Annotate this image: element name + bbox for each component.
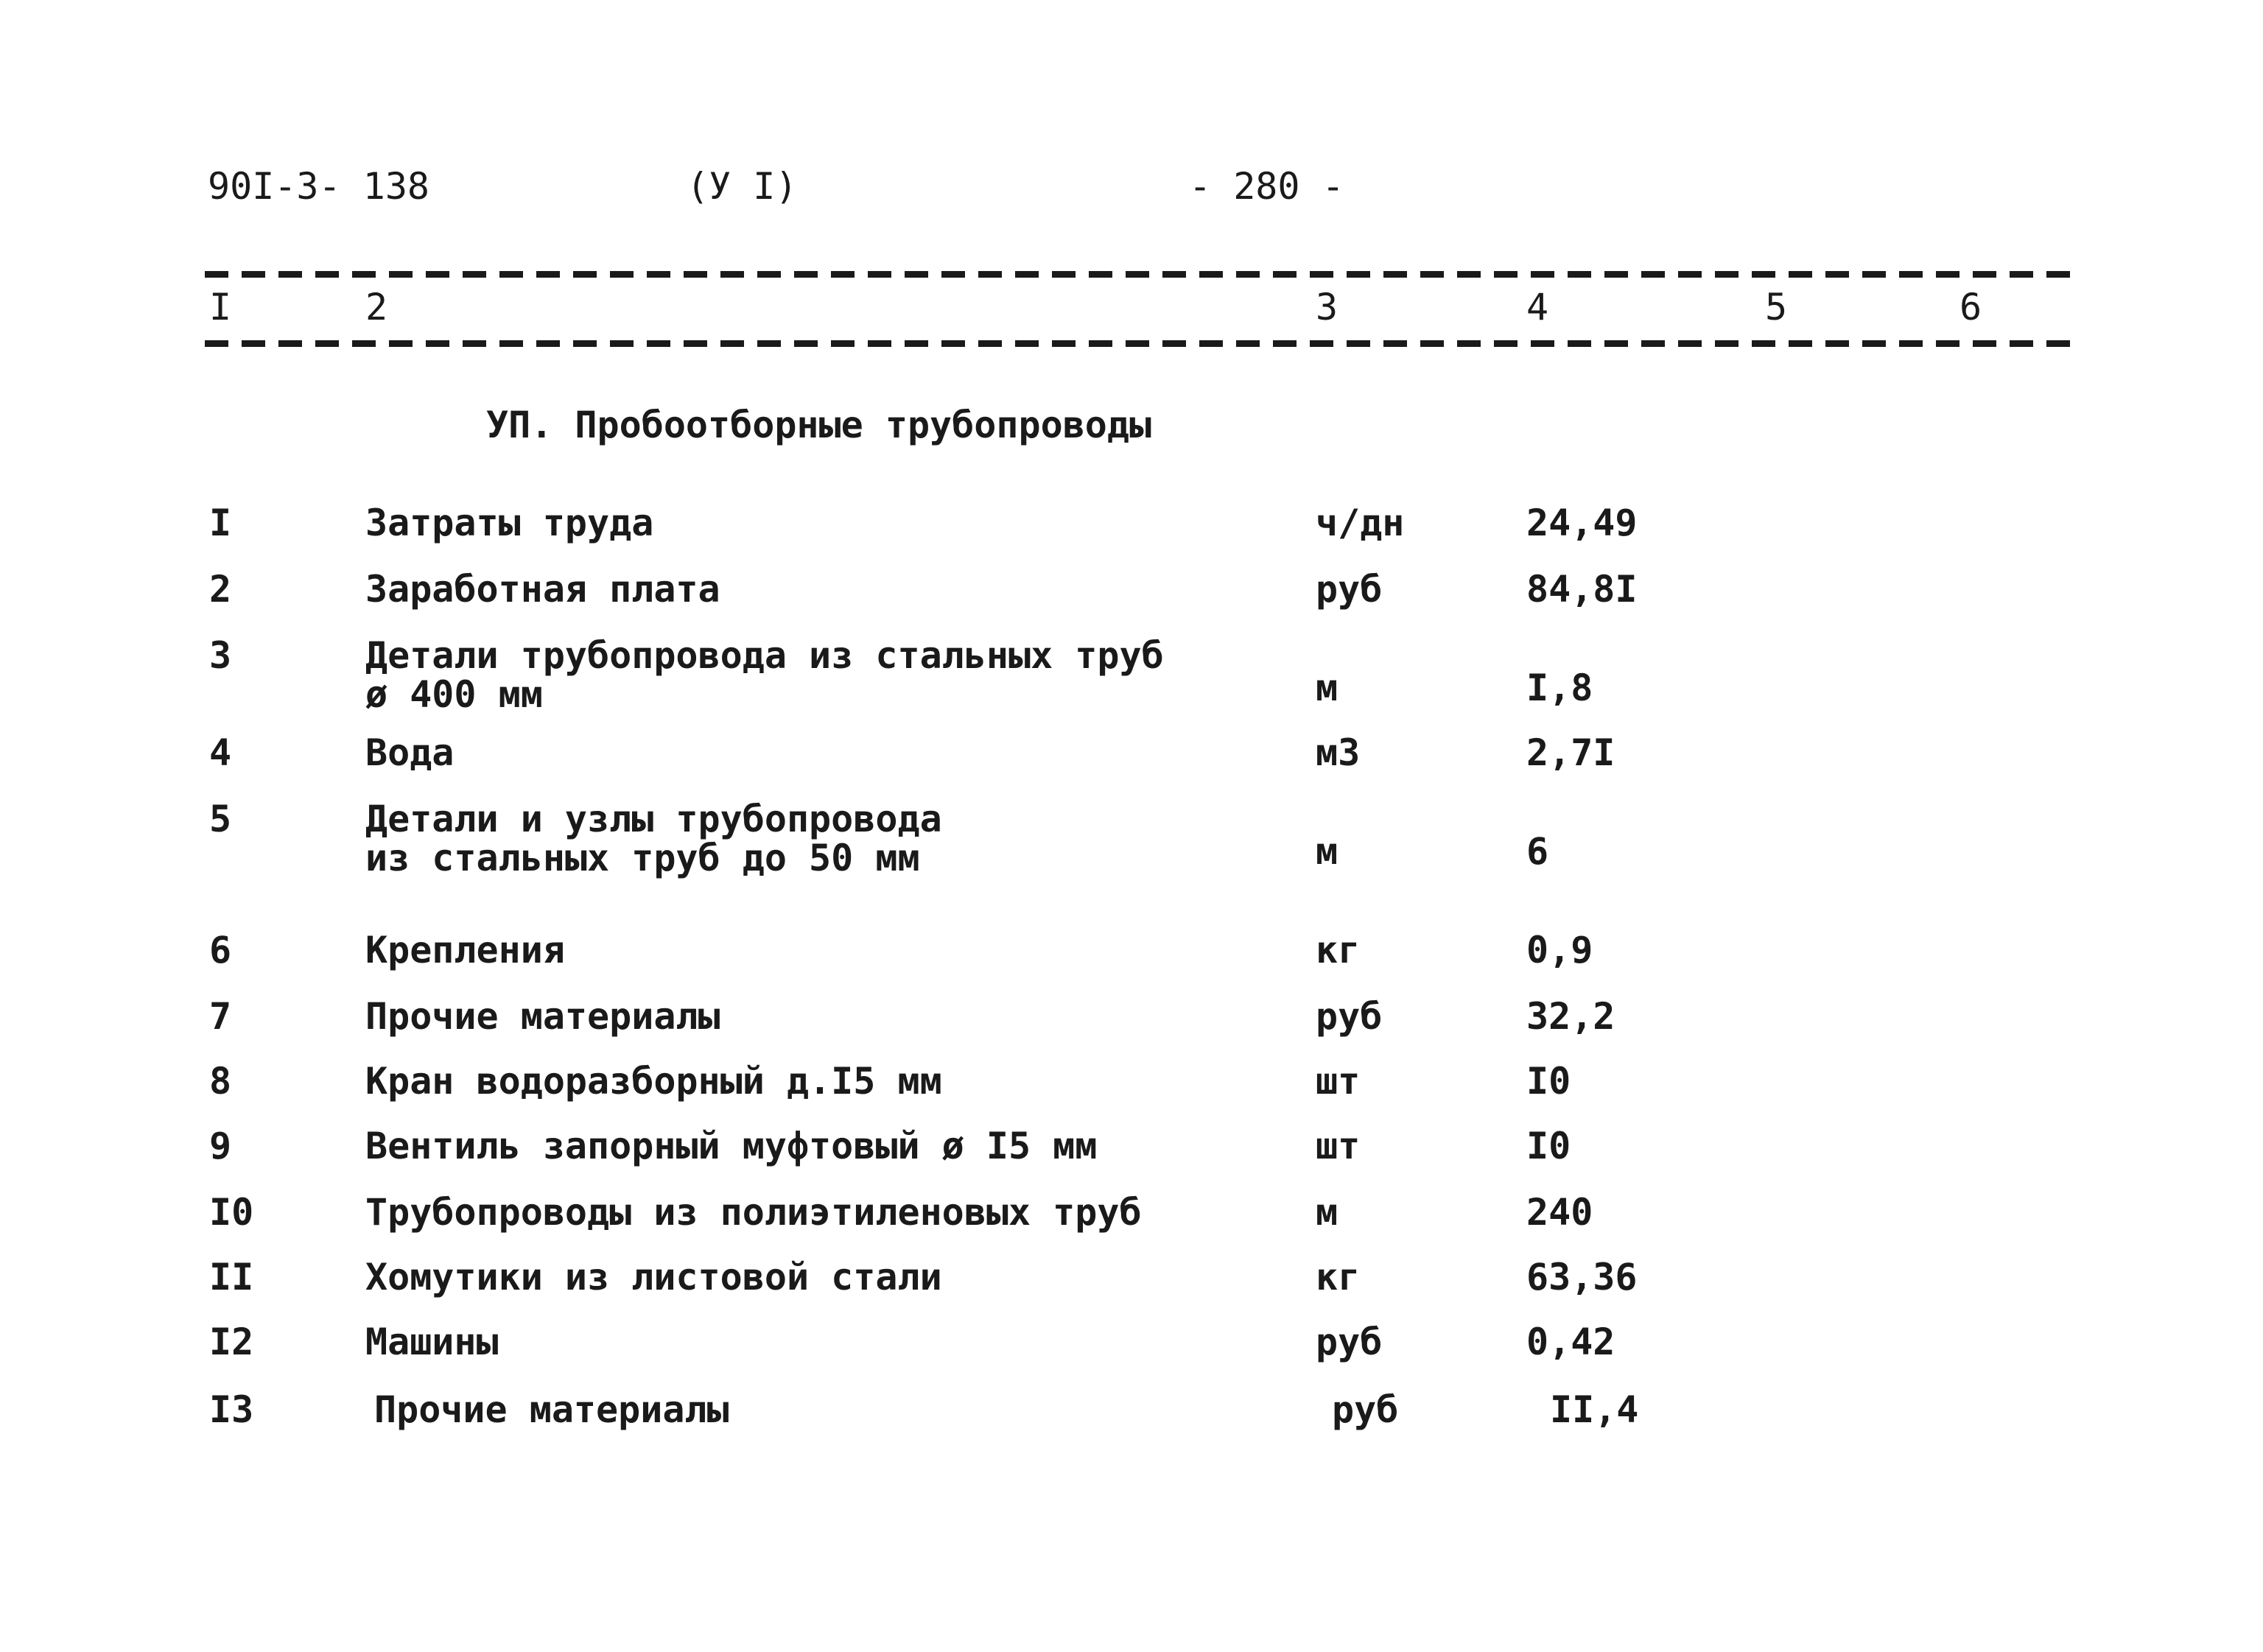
row-value: 32,2: [1526, 995, 1615, 1038]
row-number: 3: [209, 634, 232, 677]
table-row: [0, 568, 2263, 611]
row-name: Детали трубопровода из стальных труб ø 400 мм: [365, 634, 1164, 716]
column-number-6: 6: [1959, 286, 1982, 328]
column-header-top-rule: [205, 271, 2082, 278]
variant-label: (У I): [687, 165, 798, 208]
row-unit: руб: [1316, 995, 1383, 1038]
row-number: I0: [209, 1191, 254, 1234]
row-name: Прочие материалы: [374, 1388, 729, 1431]
row-value: 240: [1526, 1191, 1593, 1234]
row-name: Кран водоразборный д.I5 мм: [365, 1060, 942, 1103]
table-row: [0, 1321, 2263, 1363]
row-unit: кг: [1316, 929, 1361, 971]
row-name: Хомутики из листовой стали: [365, 1256, 942, 1298]
column-number-3: 3: [1316, 286, 1338, 328]
row-unit: руб: [1332, 1388, 1399, 1431]
row-value: 24,49: [1526, 502, 1638, 544]
row-value: 2,7I: [1526, 731, 1615, 774]
table-row: [0, 634, 2263, 716]
row-unit: ч/дн: [1316, 502, 1405, 544]
row-number: 2: [209, 568, 232, 611]
row-value: 63,36: [1526, 1256, 1638, 1298]
row-unit: руб: [1316, 1321, 1383, 1363]
column-number-4: 4: [1526, 286, 1549, 328]
column-header-bottom-rule: [205, 340, 2082, 347]
row-name: Трубопроводы из полиэтиленовых труб: [365, 1191, 1142, 1234]
table-row: [0, 502, 2263, 544]
section-title: УП. Пробоотборные трубопроводы: [486, 404, 1152, 446]
row-unit: шт: [1316, 1125, 1361, 1167]
row-value: I0: [1526, 1125, 1571, 1167]
row-value: II,4: [1550, 1388, 1639, 1431]
table-row: [0, 929, 2263, 971]
row-value: I0: [1526, 1060, 1571, 1103]
table-row: [0, 1191, 2263, 1234]
table-row: [0, 1060, 2263, 1103]
row-unit: м3: [1316, 731, 1361, 774]
page-number: - 280 -: [1189, 165, 1344, 208]
row-number: 5: [209, 798, 232, 840]
row-name: Машины: [365, 1321, 499, 1363]
row-unit: руб: [1316, 568, 1383, 611]
row-value: I,8: [1526, 667, 1593, 709]
row-value: 84,8I: [1526, 568, 1638, 611]
row-value: 0,42: [1526, 1321, 1615, 1363]
row-number: 6: [209, 929, 232, 971]
table-row: [0, 1125, 2263, 1167]
row-unit: м: [1316, 667, 1338, 709]
row-number: II: [209, 1256, 254, 1298]
column-number-1: I: [209, 286, 232, 328]
row-unit: м: [1316, 830, 1338, 873]
row-name: Заработная плата: [365, 568, 720, 611]
row-value: 6: [1526, 830, 1549, 873]
row-name: Затраты труда: [365, 502, 654, 544]
row-number: I2: [209, 1321, 254, 1363]
row-number: I3: [209, 1388, 254, 1431]
row-number: 9: [209, 1125, 232, 1167]
row-name: Вентиль запорный муфтовый ø I5 мм: [365, 1125, 1098, 1167]
table-row: [0, 798, 2263, 879]
row-number: 8: [209, 1060, 232, 1103]
row-name: Детали и узлы трубопровода из стальных труб до 50 мм: [365, 798, 942, 879]
column-number-2: 2: [365, 286, 388, 328]
row-number: I: [209, 502, 232, 544]
table-row: [0, 995, 2263, 1038]
row-number: 7: [209, 995, 232, 1038]
row-number: 4: [209, 731, 232, 774]
row-name: Прочие материалы: [365, 995, 720, 1038]
row-unit: кг: [1316, 1256, 1361, 1298]
column-number-5: 5: [1765, 286, 1788, 328]
table-row: [0, 1256, 2263, 1298]
row-unit: шт: [1316, 1060, 1361, 1103]
row-unit: м: [1316, 1191, 1338, 1234]
row-name: Крепления: [365, 929, 565, 971]
document-code: 90I-3- 138: [208, 165, 430, 208]
row-name: Вода: [365, 731, 455, 774]
row-value: 0,9: [1526, 929, 1593, 971]
